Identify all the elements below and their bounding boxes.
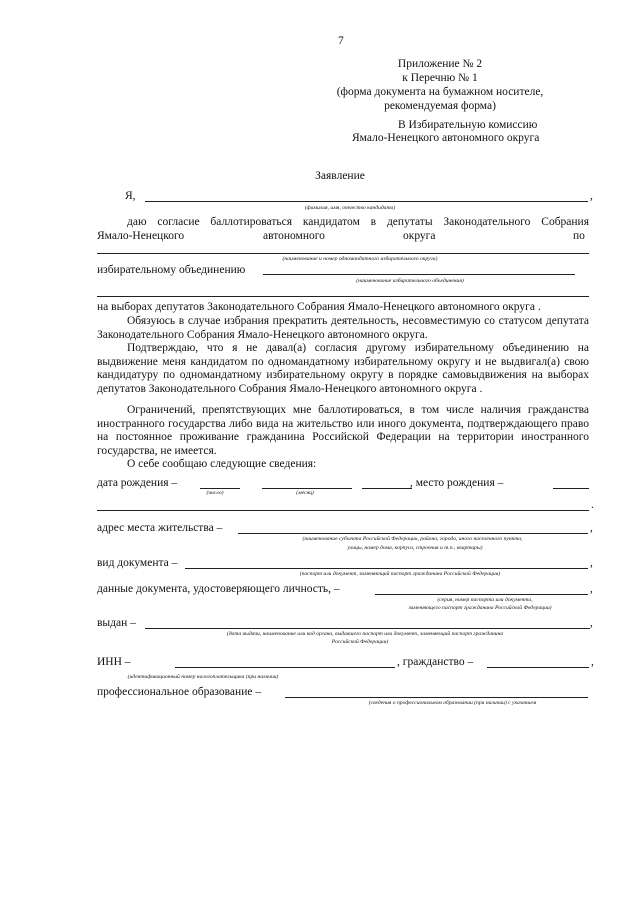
hint-address-1: (наименование субъекта Российской Федерации, района, города, иного населенного пункта, xyxy=(302,536,523,542)
doc-type-field[interactable] xyxy=(185,568,588,569)
doc-data-field[interactable] xyxy=(375,594,588,595)
hint-issued-1: (дата выдачи, наименование или код органа, выдавшего паспорт или документ, заменяющий паспорт гражданина xyxy=(226,631,504,637)
page-number: 7 xyxy=(338,35,344,47)
address-label: адрес места жительства – xyxy=(97,522,223,534)
ya-label: Я, xyxy=(125,190,136,202)
education-field[interactable] xyxy=(285,697,588,698)
hint-doc-data-1: (серия, номер паспорта или документа, xyxy=(437,597,533,603)
hint-month: (месяц) xyxy=(296,490,314,496)
fio-comma: , xyxy=(590,190,593,202)
about-heading: О себе сообщаю следующие сведения: xyxy=(127,458,317,470)
district-field-line[interactable] xyxy=(97,253,589,254)
doc-data-comma: , xyxy=(590,583,593,595)
fio-field-line[interactable] xyxy=(145,201,588,202)
hint-issued-2: Российской Федерации) xyxy=(331,639,389,645)
citizenship-comma: , xyxy=(591,656,594,668)
birth-year-field[interactable] xyxy=(362,488,412,489)
paragraph-confirm: Подтверждаю, что я не давал(а) согласия другому избирательному объединению на выдвижение меня кандидатом по одномандатному избирательному округу и не выдвигал(а) свою кандидатуру по одномандатному избирательному округу в порядке самовыдвижения на выборах депутатов Законодательного Собрания Ямало-Ненецкого автономного округа . xyxy=(97,342,589,395)
header-line-4: рекомендуемая форма) xyxy=(384,100,496,112)
association-label: избирательному объединению xyxy=(97,264,246,276)
citizenship-label: , гражданство – xyxy=(397,656,474,668)
addressee-line-2: Ямало-Ненецкого автономного округа xyxy=(352,132,540,144)
consent-word-4: по xyxy=(573,230,585,242)
doc-type-label: вид документа – xyxy=(97,557,178,569)
birth-place-field-2[interactable] xyxy=(97,510,589,511)
paragraph-oblige: Обязуюсь в случае избрания прекратить деятельность, несовместимую со статусом депутата Законодательного Собрания Ямало-Ненецкого автономного округа. xyxy=(97,315,589,341)
consent-word-3: округа xyxy=(403,230,436,242)
address-comma: , xyxy=(590,522,593,534)
inn-label: ИНН – xyxy=(97,656,131,668)
birth-place-dot: . xyxy=(591,499,594,511)
consent-word-2: автономного xyxy=(263,230,325,242)
hint-address-2: улицы, номер дома, корпуса, строения и т.п., квартиры) xyxy=(347,545,483,551)
hint-district: (наименование и номер одномандатного избирательного округа) xyxy=(282,256,438,262)
header-line-2: к Перечню № 1 xyxy=(402,72,478,84)
association-field-line-2[interactable] xyxy=(97,296,589,297)
hint-education: (сведения о профессиональном образовании (при наличии) с указанием xyxy=(368,700,537,706)
header-line-1: Приложение № 2 xyxy=(397,58,483,70)
citizenship-field[interactable] xyxy=(487,667,589,668)
birth-month-field[interactable] xyxy=(262,488,352,489)
hint-inn: (идентификационный номер налогоплательщика (при наличии) xyxy=(127,674,279,680)
hint-doc-type: (паспорт или документ, заменяющий паспорт гражданина Российской Федерации) xyxy=(299,571,501,577)
doc-data-label: данные документа, удостоверяющего личность, – xyxy=(97,583,340,595)
elections-line: на выборах депутатов Законодательного Собрания Ямало-Ненецкого автономного округа . xyxy=(97,301,541,313)
inn-field[interactable] xyxy=(175,667,395,668)
header-line-3: (форма документа на бумажном носителе, xyxy=(336,86,544,98)
issued-field[interactable] xyxy=(145,628,590,629)
paragraph-restrictions: Ограничений, препятствующих мне баллотироваться, в том числе наличия гражданства иностранного государства либо вида на жительство или иного документа, подтверждающего право на постоянное проживание гражданина Российской Федерации на территории иностранного государства, не имеется. xyxy=(97,404,589,457)
issued-label: выдан – xyxy=(97,617,136,629)
addressee-line-1: В Избирательную комиссию xyxy=(398,119,538,131)
address-field[interactable] xyxy=(238,533,588,534)
birth-day-field[interactable] xyxy=(200,488,240,489)
hint-doc-data-2: заменяющего паспорт гражданина Российской Федерации) xyxy=(408,605,552,611)
document-title: Заявление xyxy=(315,170,365,182)
birth-place-field[interactable] xyxy=(553,488,589,489)
consent-word-1: Ямало-Ненецкого xyxy=(97,230,185,242)
hint-day: (число) xyxy=(206,490,224,496)
education-label: профессиональное образование – xyxy=(97,686,262,698)
association-field-line[interactable] xyxy=(263,274,575,275)
consent-line-1: даю согласие баллотироваться кандидатом в депутаты Законодательного Собрания xyxy=(127,216,589,228)
birth-date-label: дата рождения – xyxy=(97,477,178,489)
birth-place-label: , место рождения – xyxy=(410,477,504,489)
issued-comma: , xyxy=(590,617,593,629)
hint-fio: (фамилия, имя, отчество кандидата) xyxy=(304,205,396,211)
doc-type-comma: , xyxy=(590,557,593,569)
hint-association: (наименование избирательного объединения) xyxy=(356,278,464,284)
